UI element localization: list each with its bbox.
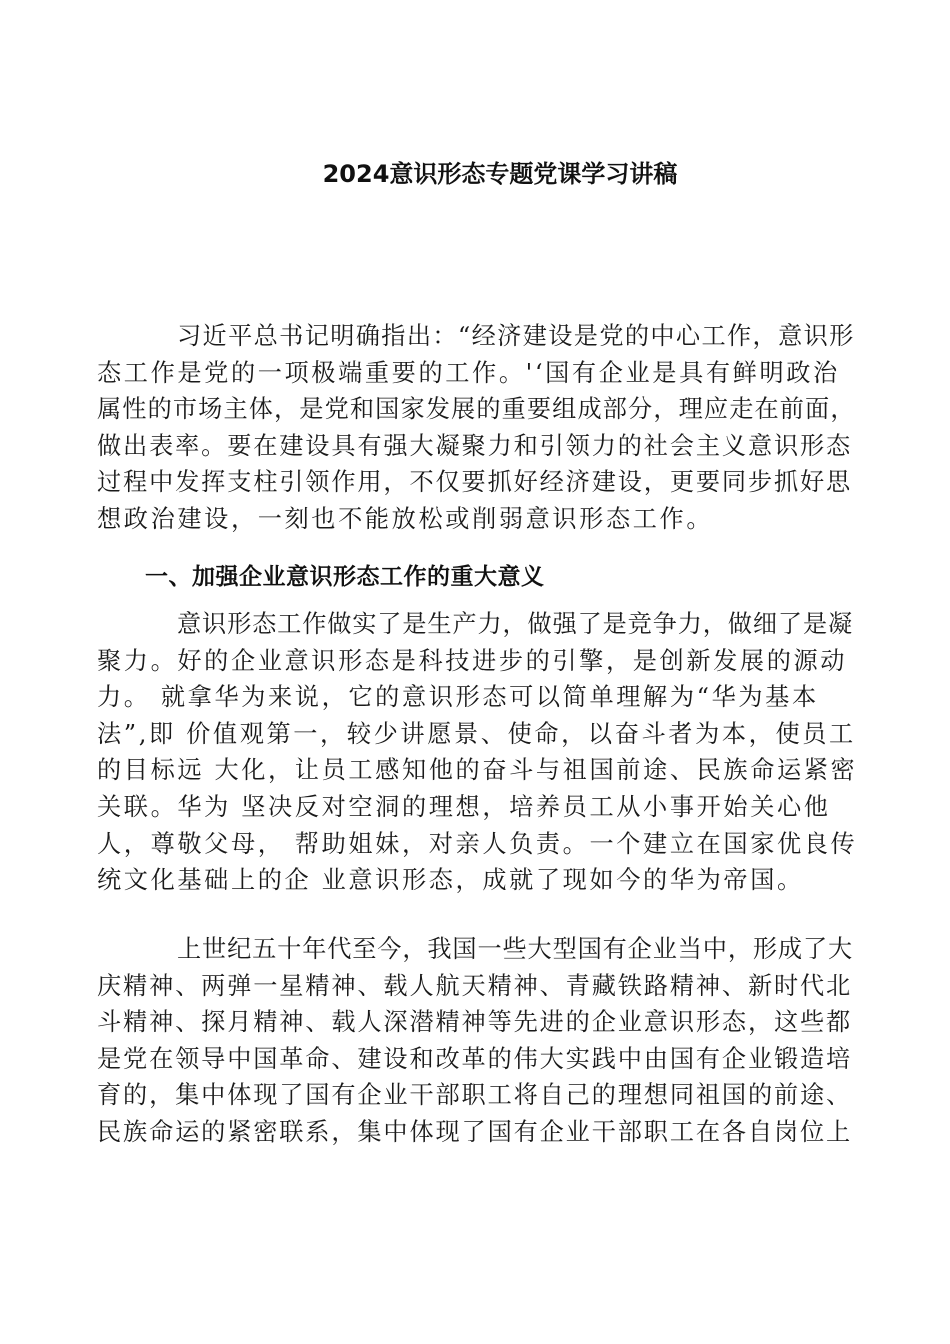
text-line: 的目标远 大化，让员工感知他的奋斗与祖国前途、民族命运紧密 bbox=[97, 756, 858, 785]
text-line: 态工作是党的一项极端重要的工作。'‘国有企业是具有鲜明政治 bbox=[97, 358, 840, 387]
section-heading: 一、加强企业意识形态工作的重大意义 bbox=[145, 564, 545, 590]
text-line: 过程中发挥支柱引领作用，不仅要抓好经济建设，更要同步抓好思 bbox=[97, 468, 853, 497]
text-line: 育的，集中体现了国有企业干部职工将自己的理想同祖国的前途、 bbox=[97, 1081, 853, 1110]
text-line: 意识形态工作做实了是生产力，做强了是竞争力，做细了是凝 bbox=[177, 610, 854, 638]
section1-paragraph-1 bbox=[97, 606, 857, 899]
text-line: 人，尊敬父母， 帮助姐妹，对亲人负责。一个建立在国家优良传 bbox=[97, 829, 858, 858]
text-line: 斗精神、探月精神、载人深潜精神等先进的企业意识形态，这些都 bbox=[97, 1008, 853, 1037]
text-line: 做出表率。要在建设具有强大凝聚力和引领力的社会主义意识形态 bbox=[97, 431, 853, 460]
text-line: 是党在领导中国革命、建设和改革的伟大实践中由国有企业锻造培 bbox=[97, 1044, 853, 1073]
document-title: 2024意识形态专题党课学习讲稿 bbox=[322, 160, 678, 188]
text-line: 统文化基础上的企 业意识形态，成就了现如今的华为帝国。 bbox=[97, 866, 804, 895]
text-line: 上世纪五十年代至今，我国一些大型国有企业当中，形成了大 bbox=[177, 935, 854, 963]
text-line: 属性的市场主体，是党和国家发展的重要组成部分，理应走在前面， bbox=[97, 395, 856, 424]
text-line: 习近平总书记明确指出：“经济建设是党的中心工作，意识形 bbox=[177, 322, 855, 350]
text-line: 民族命运的紧密联系，集中体现了国有企业干部职工在各自岗位上 bbox=[97, 1117, 853, 1146]
text-line: 法”,即 价值观第一，较少讲愿景、使命，以奋斗者为本，使员工 bbox=[97, 719, 856, 748]
text-line: 聚力。好的企业意识形态是科技进步的引擎，是创新发展的源动 bbox=[97, 646, 848, 675]
text-line: 关联。华为 坚决反对空洞的理想，培养员工从小事开始关心他 bbox=[97, 792, 831, 821]
text-line: 庆精神、两弹一星精神、载人航天精神、青藏铁路精神、新时代北 bbox=[97, 971, 853, 1000]
text-line: 想政治建设，一刻也不能放松或削弱意识形态工作。 bbox=[97, 504, 714, 533]
text-line: 力。 就拿华为来说，它的意识形态可以简单理解为“华为基本 bbox=[97, 683, 819, 712]
intro-paragraph bbox=[97, 318, 857, 538]
section1-paragraph-2 bbox=[97, 931, 857, 1151]
